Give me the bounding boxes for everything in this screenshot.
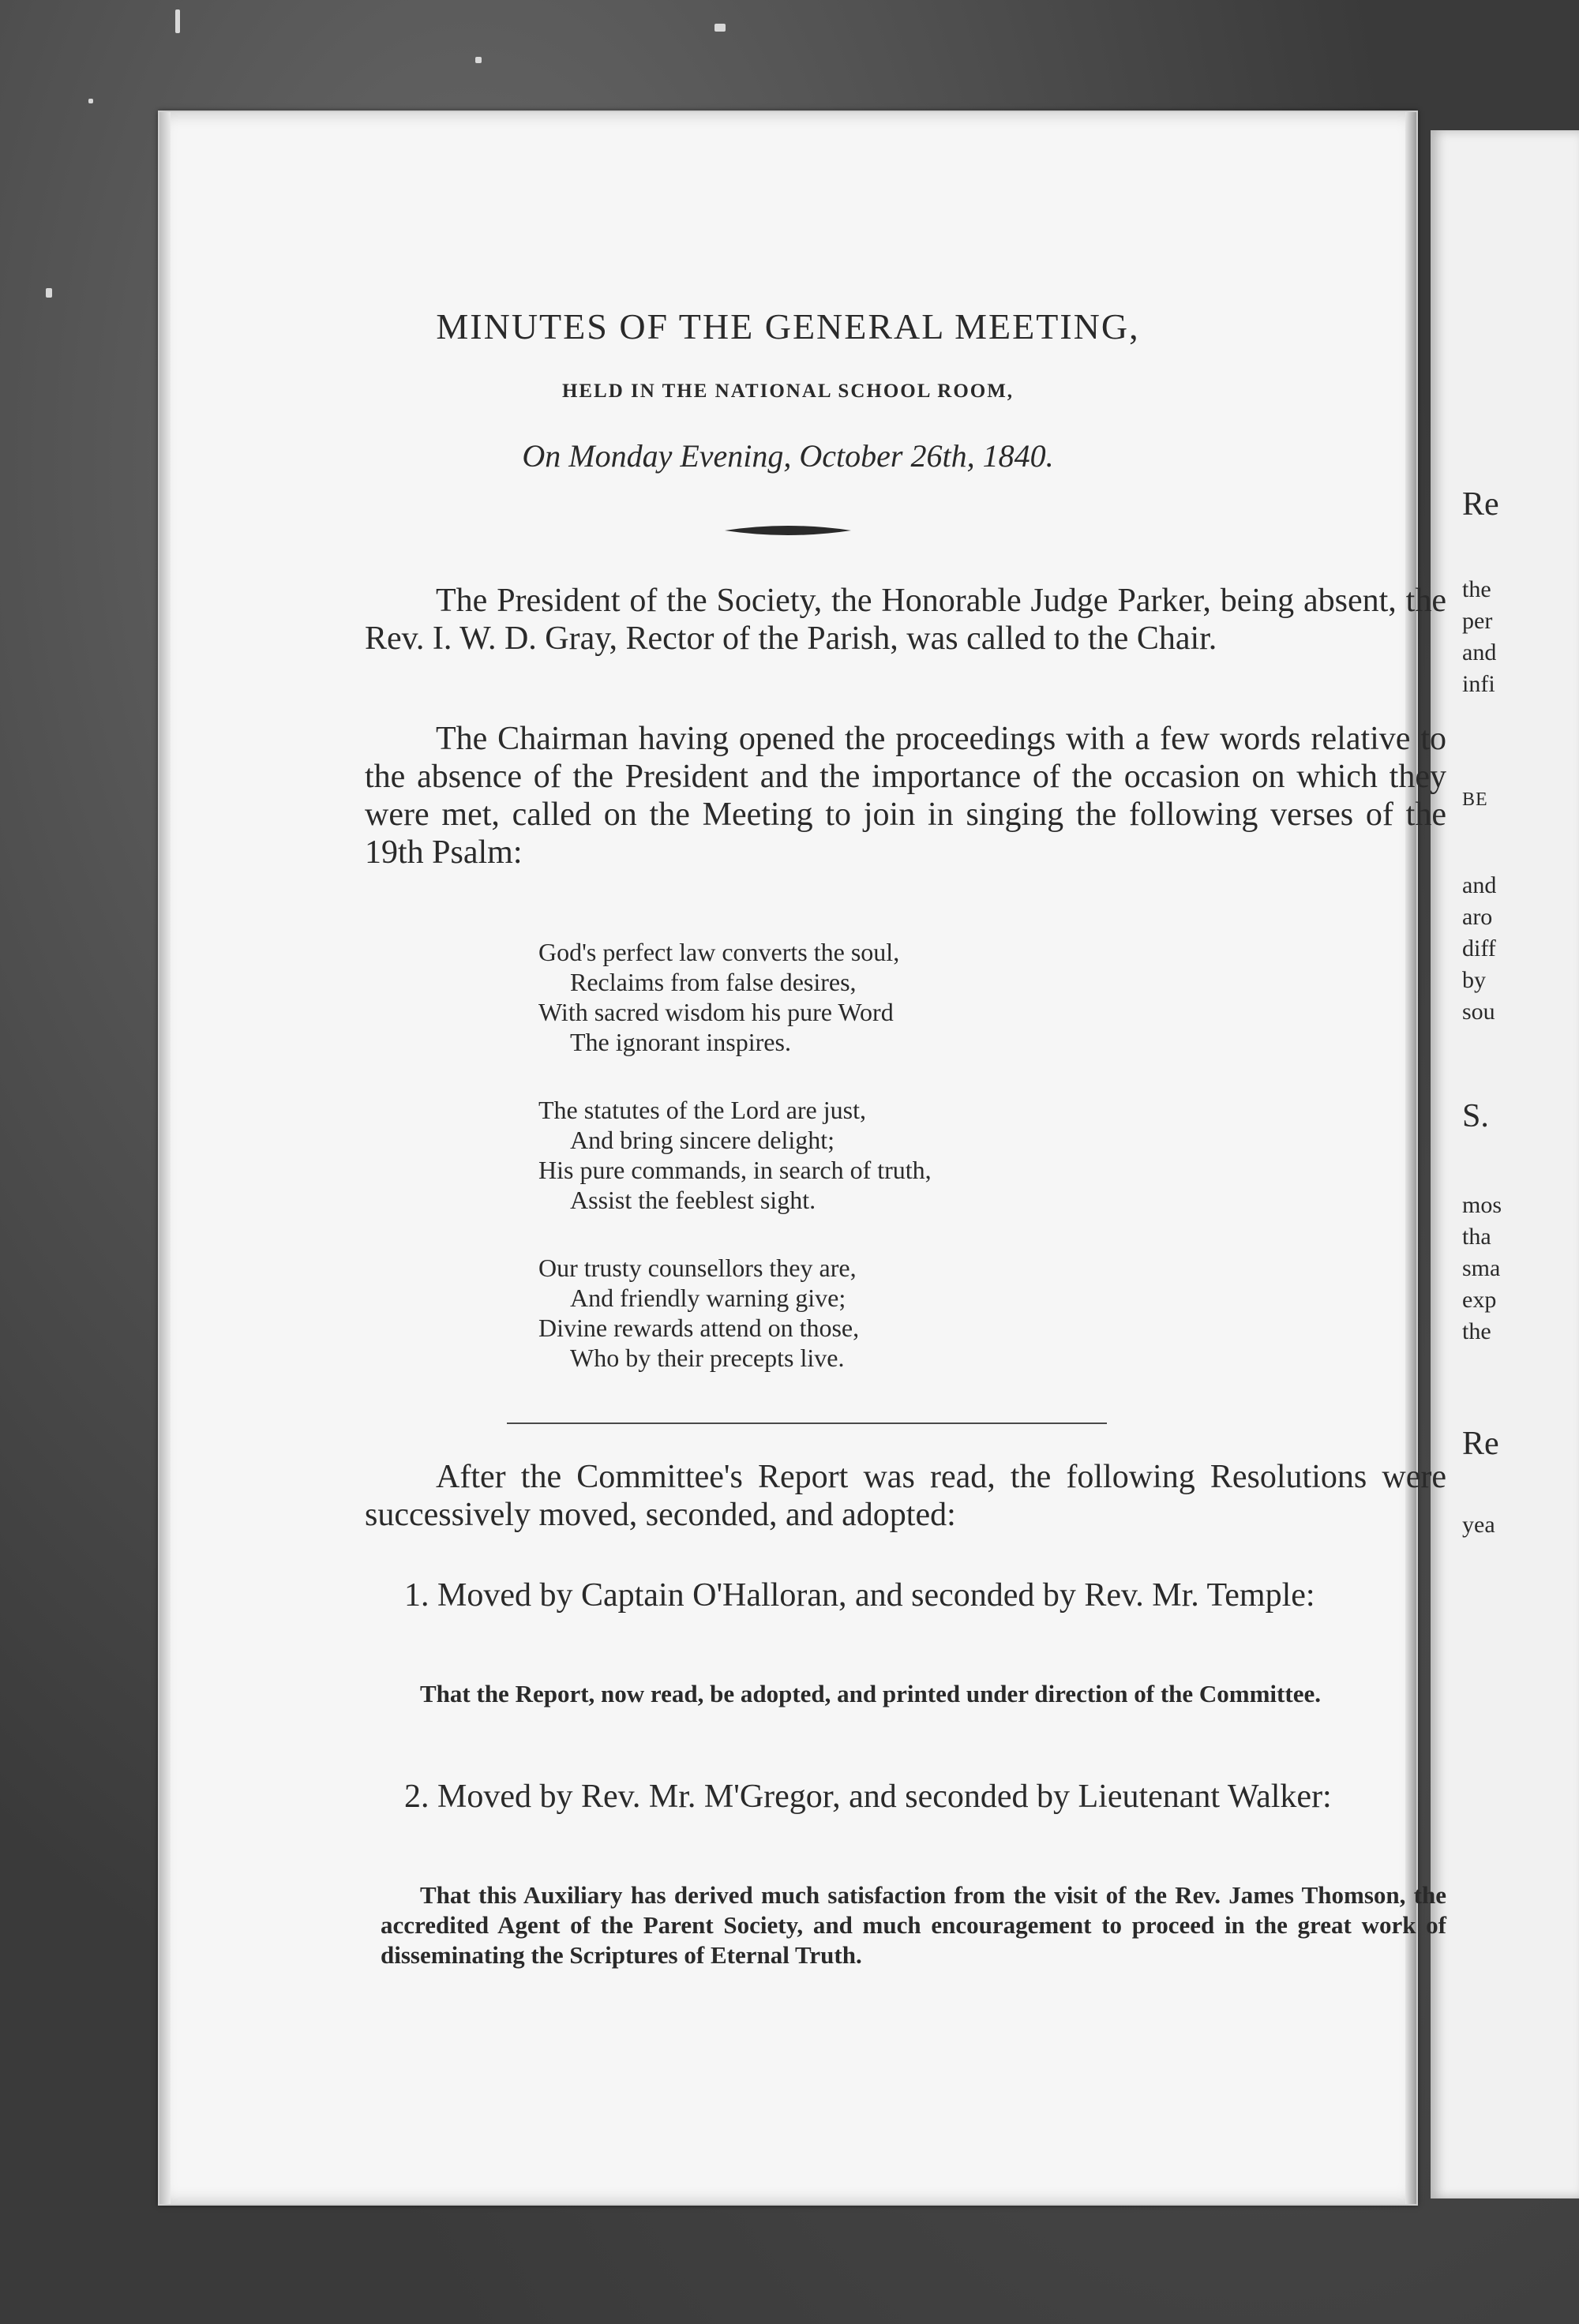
verse-line: Reclaims from false desires, [570,968,857,996]
opening-paragraph: The President of the Society, the Honorable Judge Parker, being absent, the Rev. I. W. D. Gray, Rector of the Parish, was called to the Chair. [365,583,1446,657]
resolution-2-text: That this Auxiliary has derived much satisfaction from the visit of the Rev. James Thomson, the accredited Agent of the Parent Society, and much encouragement to proceed in the great work of disseminating the Scriptures of Eternal Truth. [381,1881,1446,1969]
next-page-text: per [1462,608,1493,634]
next-page-text: sma [1462,1255,1501,1281]
verse-line: His pure commands, in search of truth, [538,1156,932,1184]
next-page-text: exp [1462,1287,1497,1313]
document-title: MINUTES OF THE GENERAL MEETING, [436,306,1140,347]
next-page-text: infi [1462,671,1495,697]
next-page-text: the [1462,1318,1491,1344]
next-page-text: the [1462,576,1491,602]
verse-line: Assist the feeblest sight. [570,1186,816,1214]
next-page-text: by [1462,967,1486,993]
next-page-text: Re [1462,486,1499,523]
next-page-text: S. [1462,1098,1489,1134]
next-page-text: BE [1462,789,1488,810]
verse-line: Divine rewards attend on those, [538,1314,860,1342]
next-page-text: mos [1462,1192,1502,1218]
verse-line: With sacred wisdom his pure Word [538,998,894,1026]
page-edge [159,112,171,2204]
dust-speck [46,288,52,298]
verse-line: Our trusty counsellors they are, [538,1254,857,1282]
verse-line: The statutes of the Lord are just, [538,1096,866,1124]
dust-speck [175,9,180,33]
psalm-verse [538,1095,1249,1215]
next-page-text: diff [1462,935,1496,961]
next-page-text: yea [1462,1512,1495,1538]
verse-line: God's perfect law converts the soul, [538,938,900,966]
next-page-text: Re [1462,1426,1499,1462]
next-page-text: and [1462,872,1497,898]
chairman-paragraph: The Chairman having opened the proceedings with a few words relative to the absence of the President and the importance of the occasion on which they were met, called on the Meeting to join in singing the following verses of the 19th Psalm: [365,721,1446,871]
resolutions-intro: After the Committee's Report was read, the following Resolutions were successively moved, seconded, and adopted: [365,1459,1446,1533]
dust-speck [475,57,482,63]
psalm-verse [538,937,1249,1057]
verse-line: And friendly warning give; [570,1284,846,1312]
resolution-2-heading: 2. Moved by Rev. Mr. M'Gregor, and seconded by Lieutenant Walker: [404,1779,1332,1815]
verse-line: And bring sincere delight; [570,1126,835,1154]
adjacent-page [1431,130,1579,2198]
next-page-text: and [1462,639,1497,665]
next-page-text: sou [1462,999,1495,1025]
document-subtitle: HELD IN THE NATIONAL SCHOOL ROOM, [561,380,1015,402]
ornament-divider-icon [725,523,851,538]
document-page [158,111,1446,2206]
horizontal-rule [507,1423,1107,1424]
resolution-1-text: That the Report, now read, be adopted, and printed under direction of the Committee. [420,1680,1321,1707]
verse-line: The ignorant inspires. [570,1028,791,1056]
document-dateline: On Monday Evening, October 26th, 1840. [522,438,1054,474]
dust-speck [88,99,93,103]
next-page-text: aro [1462,904,1493,930]
next-page-text: tha [1462,1224,1491,1250]
resolution-1-heading: 1. Moved by Captain O'Halloran, and seconded by Rev. Mr. Temple: [404,1577,1315,1614]
verse-line: Who by their precepts live. [570,1344,845,1372]
dust-speck [714,24,726,32]
psalm-verse [538,1253,1249,1373]
